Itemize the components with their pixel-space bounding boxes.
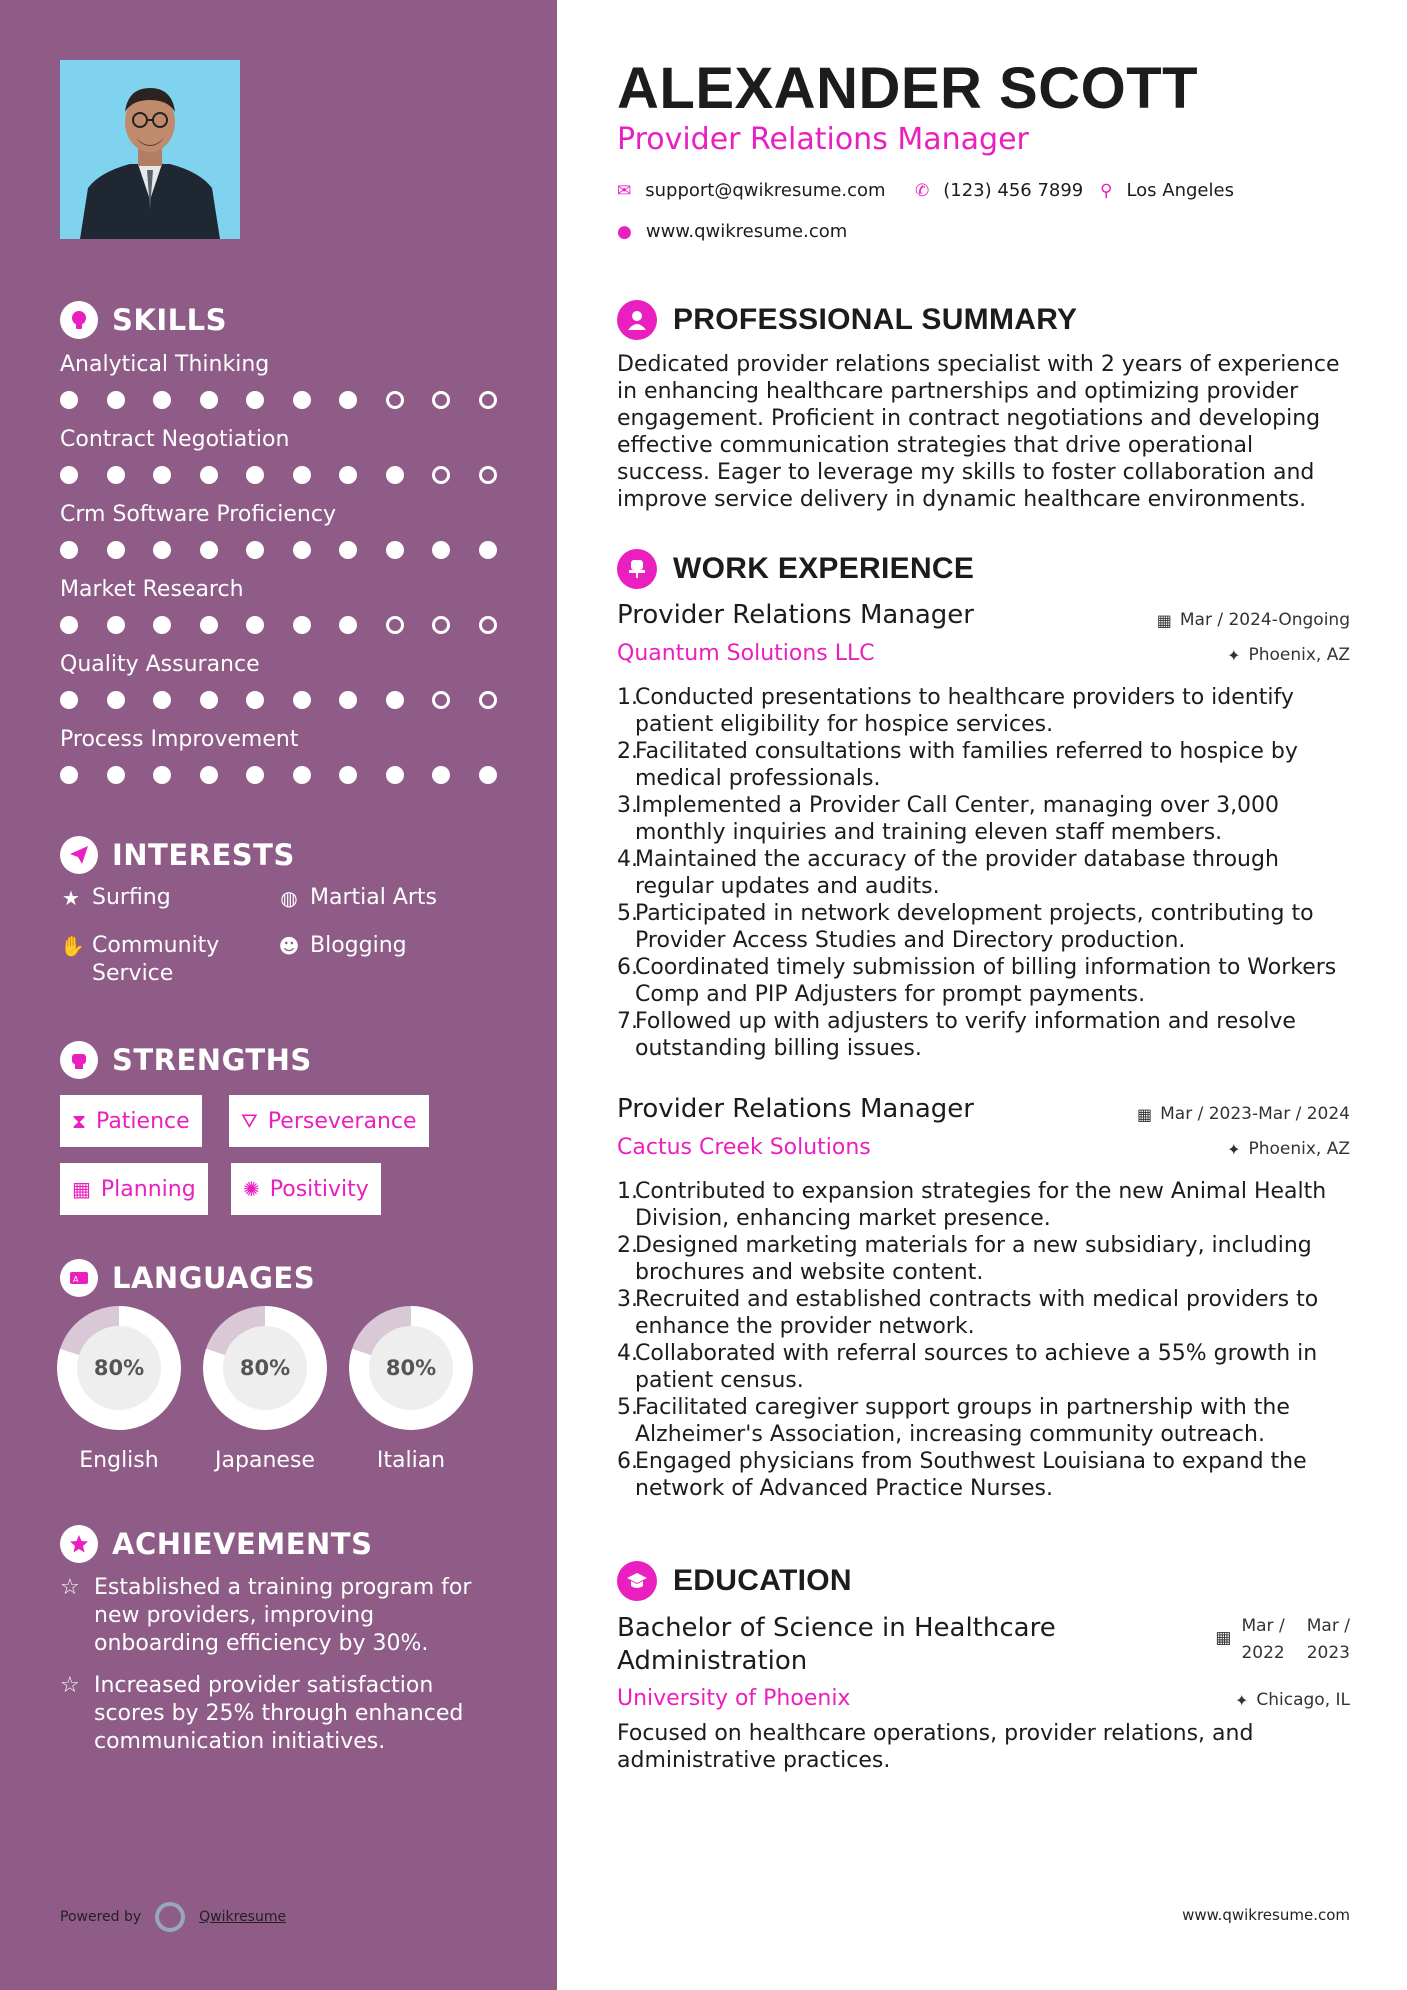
fist-icon (60, 1041, 98, 1079)
qwikresume-link[interactable]: Qwikresume (199, 1909, 287, 1925)
skill-rating (60, 541, 525, 559)
skill-dot-filled (386, 541, 404, 559)
skill-dot-empty (479, 466, 497, 484)
job-bullet-text: Contributed to expansion strategies for the new Animal Health Division, enhancing market presence. (635, 1179, 1327, 1231)
skill-dot-filled (293, 466, 311, 484)
skill-dot-filled (153, 616, 171, 634)
skill-name: Crm Software Proficiency (60, 502, 336, 527)
skill-dot-filled (107, 616, 125, 634)
skill-dot-empty (479, 616, 497, 634)
skill-dot-filled (107, 766, 125, 784)
skill-dot-filled (107, 466, 125, 484)
main-content (617, 0, 1350, 1990)
interest-item (278, 932, 407, 960)
graduation-cap-icon (617, 1561, 657, 1601)
skill-dot-filled (293, 541, 311, 559)
education-start (1241, 1613, 1284, 1667)
skill-dot-filled (200, 691, 218, 709)
powered-by (60, 1902, 286, 1932)
job-company: Quantum Solutions LLC (617, 641, 875, 666)
skill-name: Process Improvement (60, 727, 299, 752)
education-title: EDUCATION (673, 1564, 852, 1597)
skill-dot-empty (432, 391, 450, 409)
language-percent: 80% (223, 1326, 307, 1410)
globe-icon: ● (617, 221, 632, 242)
strengths-title: STRENGTHS (112, 1043, 312, 1077)
hand-icon: ✋ (60, 934, 85, 958)
spinner-icon: ✺ (243, 1177, 260, 1201)
pushpin-icon: ✦ (1234, 1690, 1249, 1710)
language-percent: 80% (77, 1326, 161, 1410)
job-bullet-text: Recruited and established contracts with medical providers to enhance the provider network. (635, 1287, 1319, 1339)
globe-icon: ◍ (280, 886, 298, 910)
summary-heading (617, 300, 1077, 340)
paper-plane-icon (60, 836, 98, 874)
skill-name: Quality Assurance (60, 652, 260, 677)
skill-dot-filled (60, 466, 78, 484)
job-bullet: 5. Participated in network development projects, contributing to Provider Access Studies and Directory production. (617, 900, 1350, 954)
skill-dot-filled (293, 391, 311, 409)
job-bullet: 6. Coordinated timely submission of billing information to Workers Comp and PIP Adjusters for prompt payments. (617, 954, 1350, 1008)
interests-heading (60, 836, 295, 874)
strength-label: Patience (96, 1108, 190, 1134)
job-bullet: 3. Recruited and established contracts with medical providers to enhance the provider network. (617, 1286, 1350, 1340)
skill-dot-filled (339, 766, 357, 784)
skill-dot-filled (339, 616, 357, 634)
calendar-icon: ▦ (1215, 1628, 1232, 1648)
skill-dot-filled (153, 391, 171, 409)
svg-text:A: A (73, 1275, 79, 1284)
skill-dot-empty (479, 691, 497, 709)
job-location-text: Phoenix, AZ (1248, 1139, 1350, 1159)
skill-dot-filled (107, 541, 125, 559)
skill-dot-filled (246, 691, 264, 709)
job-bullet-text: Participated in network development projects, contributing to Provider Access Studies and Directory production. (635, 901, 1314, 953)
skill-dot-empty (432, 466, 450, 484)
skills-title: SKILLS (112, 303, 227, 337)
job-bullet-text: Engaged physicians from Southwest Louisiana to expand the network of Advanced Practice Nurses. (635, 1449, 1307, 1501)
skill-dot-filled (339, 391, 357, 409)
map-pin-icon: ⚲ (1100, 180, 1113, 201)
skill-dot-filled (60, 616, 78, 634)
language-icon (60, 1259, 98, 1297)
contact-email[interactable] (617, 180, 886, 201)
job-bullet-text: Coordinated timely submission of billing information to Workers Comp and PIP Adjusters for prompt payments. (635, 955, 1337, 1007)
job-location (1227, 1139, 1350, 1159)
skill-dot-empty (386, 616, 404, 634)
job-bullet: 4. Maintained the accuracy of the provider database through regular updates and audits. (617, 846, 1350, 900)
job-bullet-text: Maintained the accuracy of the provider database through regular updates and audits. (635, 847, 1279, 899)
job-bullet: 1. Contributed to expansion strategies for the new Animal Health Division, enhancing market presence. (617, 1178, 1350, 1232)
skill-dot-filled (293, 766, 311, 784)
skill-dot-empty (432, 616, 450, 634)
road-icon: ⛛ (241, 1109, 258, 1133)
skill-dot-filled (246, 541, 264, 559)
candidate-title: Provider Relations Manager (617, 122, 1029, 157)
skill-dot-filled (293, 616, 311, 634)
skill-rating (60, 466, 525, 484)
job-location (1227, 645, 1350, 665)
skill-rating (60, 766, 525, 784)
interest-item (60, 932, 260, 988)
job-bullet-text: Followed up with adjusters to verify information and resolve outstanding billing issues. (635, 1009, 1296, 1061)
calendar-icon: ▦ (72, 1177, 91, 1201)
achievements-title: ACHIEVEMENTS (112, 1527, 373, 1561)
education-heading (617, 1561, 852, 1601)
achievements-heading (60, 1525, 372, 1563)
skill-dot-filled (60, 691, 78, 709)
shooting-star-icon: ☆ (60, 1575, 80, 1600)
language-item (57, 1306, 181, 1473)
skill-dot-filled (107, 691, 125, 709)
skill-dot-filled (200, 766, 218, 784)
strength-tag (231, 1163, 381, 1215)
skill-dot-filled (386, 766, 404, 784)
job-dates (1157, 610, 1350, 630)
qwikresume-logo-icon (155, 1902, 185, 1932)
skill-name: Market Research (60, 577, 244, 602)
user-icon (617, 300, 657, 340)
shooting-star-icon: ☆ (60, 1673, 80, 1698)
skill-dot-filled (60, 766, 78, 784)
trophy-star-icon (60, 1525, 98, 1563)
skill-dot-filled (386, 691, 404, 709)
skills-heading (60, 301, 227, 339)
skill-dot-filled (339, 541, 357, 559)
contact-website[interactable] (617, 221, 847, 242)
job-bullet: 3. Implemented a Provider Call Center, managing over 3,000 monthly inquiries and training eleven staff members. (617, 792, 1350, 846)
skill-dot-filled (293, 691, 311, 709)
interest-label: Community Service (92, 933, 220, 986)
job-bullet: 2. Designed marketing materials for a new subsidiary, including brochures and website content. (617, 1232, 1350, 1286)
skill-dot-empty (386, 391, 404, 409)
experience-title: WORK EXPERIENCE (673, 552, 975, 585)
skill-dot-filled (153, 766, 171, 784)
education-start-month: Mar / (1241, 1616, 1285, 1636)
interest-item (60, 884, 171, 912)
skill-dot-filled (246, 616, 264, 634)
interest-label: Martial Arts (310, 885, 438, 910)
strength-label: Positivity (269, 1176, 369, 1202)
calendar-icon: ▦ (1156, 610, 1172, 630)
language-item (203, 1306, 327, 1473)
education-description: Focused on healthcare operations, provider relations, and administrative practices. (617, 1721, 1254, 1773)
lightbulb-icon (60, 301, 98, 339)
skill-name: Analytical Thinking (60, 352, 270, 377)
degree-line-2: Administration (617, 1646, 808, 1676)
job-bullet-text: Collaborated with referral sources to achieve a 55% growth in patient census. (635, 1341, 1318, 1393)
education-location-text: Chicago, IL (1256, 1690, 1350, 1710)
job-bullet-text: Facilitated consultations with families referred to hospice by medical professionals. (635, 739, 1298, 791)
language-ring (203, 1306, 327, 1430)
skill-dot-filled (246, 391, 264, 409)
degree-title (617, 1612, 1056, 1678)
language-ring (349, 1306, 473, 1430)
strength-label: Planning (100, 1176, 196, 1202)
skill-dot-filled (200, 466, 218, 484)
job-bullet: 4. Collaborated with referral sources to achieve a 55% growth in patient census. (617, 1340, 1350, 1394)
contact-phone[interactable] (915, 180, 1083, 201)
location-text: Los Angeles (1126, 180, 1234, 201)
summary-title: PROFESSIONAL SUMMARY (673, 303, 1078, 336)
skill-dot-filled (246, 766, 264, 784)
skill-dot-filled (107, 391, 125, 409)
strength-label: Perseverance (267, 1108, 417, 1134)
job-dates (1137, 1104, 1350, 1124)
job-role: Provider Relations Manager (617, 600, 974, 630)
job-role: Provider Relations Manager (617, 1094, 974, 1124)
education-end (1307, 1613, 1350, 1667)
language-item (349, 1306, 473, 1473)
skill-dot-filled (432, 541, 450, 559)
skill-dot-filled (153, 541, 171, 559)
users-icon: ☻ (278, 934, 300, 958)
pushpin-icon: ✦ (1227, 645, 1241, 665)
skill-dot-filled (246, 466, 264, 484)
job-dates-text: Mar / 2023-Mar / 2024 (1160, 1104, 1350, 1124)
phone-icon: ✆ (915, 180, 930, 201)
strength-tag (60, 1163, 208, 1215)
languages-title: LANGUAGES (112, 1261, 316, 1295)
office-chair-icon (617, 549, 657, 589)
interest-item (278, 884, 437, 912)
education-end-month: Mar / (1306, 1616, 1350, 1636)
job-bullet-text: Conducted presentations to healthcare providers to identify patient eligibility for hospice services. (635, 685, 1294, 737)
skill-name: Contract Negotiation (60, 427, 290, 452)
education-start-year: 2022 (1241, 1643, 1285, 1663)
skill-dot-filled (432, 766, 450, 784)
job-bullet: 1. Conducted presentations to healthcare providers to identify patient eligibility for hospice services. (617, 684, 1350, 738)
achievement-item (60, 1672, 500, 1756)
skill-dot-filled (479, 541, 497, 559)
interest-label: Blogging (310, 933, 407, 958)
job-bullet: 5. Facilitated caregiver support groups in partnership with the Alzheimer's Association, increasing community outreach. (617, 1394, 1350, 1448)
language-name: English (79, 1448, 159, 1473)
skill-rating (60, 391, 525, 409)
contact-location (1100, 180, 1234, 201)
language-percent: 80% (369, 1326, 453, 1410)
email-text: support@qwikresume.com (645, 180, 886, 201)
skill-dot-filled (339, 691, 357, 709)
job-bullet-text: Facilitated caregiver support groups in partnership with the Alzheimer's Association, increasing community outreach. (635, 1395, 1290, 1447)
calendar-icon: ▦ (1136, 1104, 1153, 1124)
interests-title: INTERESTS (112, 838, 295, 872)
education-location (1235, 1690, 1350, 1710)
school-name: University of Phoenix (617, 1686, 851, 1711)
skill-dot-empty (432, 691, 450, 709)
job-bullet-text: Designed marketing materials for a new subsidiary, including brochures and website content. (635, 1233, 1312, 1285)
skill-dot-filled (153, 691, 171, 709)
languages-heading (60, 1259, 315, 1297)
skill-dot-filled (386, 466, 404, 484)
job-dates-text: Mar / 2024-Ongoing (1179, 610, 1350, 630)
hourglass-icon: ⧗ (72, 1109, 87, 1133)
language-name: Italian (376, 1448, 446, 1473)
footer-url[interactable]: www.qwikresume.com (1182, 1906, 1350, 1924)
language-name: Japanese (215, 1448, 315, 1473)
sidebar (0, 0, 557, 1990)
skill-dot-filled (60, 391, 78, 409)
achievement-text: Increased provider satisfaction scores by 25% through enhanced communication initiatives. (94, 1673, 464, 1754)
job-bullet: 2. Facilitated consultations with families referred to hospice by medical professionals. (617, 738, 1350, 792)
website-text: www.qwikresume.com (645, 221, 848, 242)
strength-tag (60, 1095, 202, 1147)
strength-tag (229, 1095, 429, 1147)
job-company: Cactus Creek Solutions (617, 1135, 871, 1160)
candidate-name: ALEXANDER SCOTT (617, 56, 1199, 121)
interest-label: Surfing (92, 885, 171, 910)
skill-dot-filled (479, 766, 497, 784)
experience-heading (617, 549, 974, 589)
skill-rating (60, 616, 525, 634)
skill-dot-filled (60, 541, 78, 559)
skill-dot-filled (153, 466, 171, 484)
education-end-year: 2023 (1306, 1643, 1350, 1663)
degree-line-1: Bachelor of Science in Healthcare (617, 1613, 1056, 1643)
job-bullet: 7. Followed up with adjusters to verify information and resolve outstanding billing issues. (617, 1008, 1350, 1062)
strengths-heading (60, 1041, 312, 1079)
pushpin-icon: ✦ (1227, 1139, 1241, 1159)
skill-dot-empty (479, 391, 497, 409)
summary-text: Dedicated provider relations specialist with 2 years of experience in enhancing healthcare partnerships and optimizing provider engagement. Proficient in contract negotiations and developing effective communication strategies that drive operational success. Eager to leverage my skills to foster collaboration and improve service delivery in dynamic healthcare environments. (617, 352, 1340, 512)
job-bullets (617, 684, 1350, 1062)
skill-dot-filled (200, 391, 218, 409)
job-bullets (617, 1178, 1350, 1502)
education-dates (1215, 1613, 1350, 1667)
achievement-text: Established a training program for new providers, improving onboarding efficiency by 30%. (94, 1575, 472, 1656)
skill-rating (60, 691, 525, 709)
skill-dot-filled (339, 466, 357, 484)
skill-dot-filled (200, 541, 218, 559)
language-ring (57, 1306, 181, 1430)
powered-by-label: Powered by (60, 1909, 142, 1925)
star-icon: ★ (62, 886, 80, 910)
job-bullet-text: Implemented a Provider Call Center, managing over 3,000 monthly inquiries and training eleven staff members. (635, 793, 1280, 845)
phone-text: (123) 456 7899 (943, 180, 1084, 201)
envelope-icon: ✉ (617, 180, 632, 201)
profile-photo (60, 60, 240, 239)
achievement-item (60, 1574, 500, 1658)
job-location-text: Phoenix, AZ (1248, 645, 1350, 665)
job-bullet: 6. Engaged physicians from Southwest Louisiana to expand the network of Advanced Practice Nurses. (617, 1448, 1350, 1502)
skill-dot-filled (200, 616, 218, 634)
